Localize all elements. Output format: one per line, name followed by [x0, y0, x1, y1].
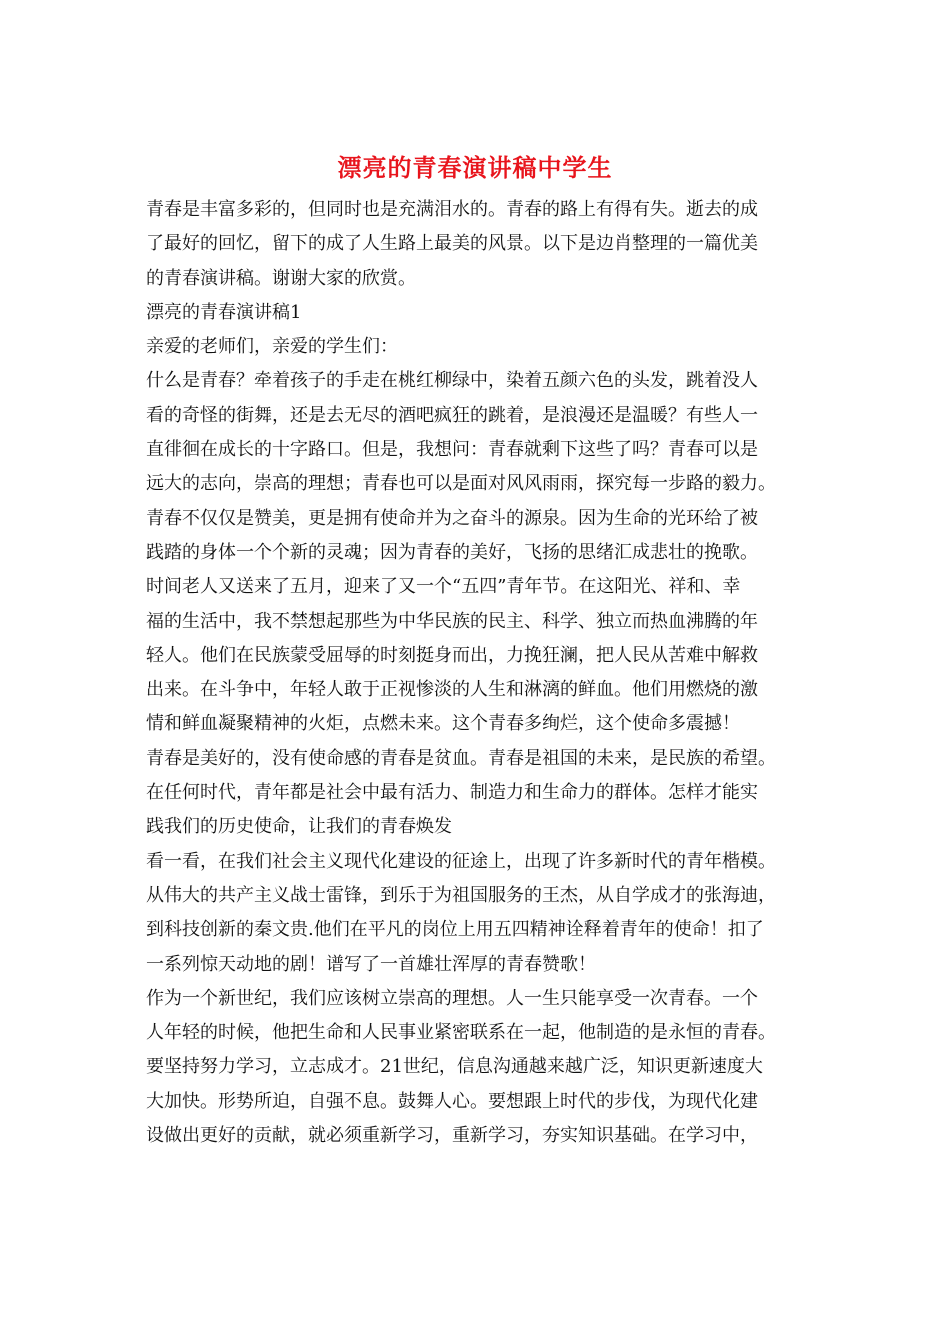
text-line: 出来。在斗争中，年轻人敢于正视惨淡的人生和淋漓的鲜血。他们用燃烧的激	[146, 679, 758, 701]
text-line: 青春不仅仅是赞美，更是拥有使命并为之奋斗的源泉。因为生命的光环给了被	[146, 507, 758, 529]
text-line: 大加快。形势所迫，自强不息。鼓舞人心。要想跟上时代的步伐，为现代化建	[146, 1090, 758, 1112]
text-line: 到科技创新的秦文贵.他们在平凡的岗位上用五四精神诠释着青年的使命！扣了	[146, 919, 764, 941]
document-title: 漂亮的青春演讲稿中学生	[337, 153, 613, 182]
text-line: 时间老人又送来了五月，迎来了又一个“五四”青年节。在这阳光、祥和、幸	[146, 576, 741, 598]
text-line: 看一看，在我们社会主义现代化建设的征途上，出现了许多新时代的青年楷模。	[146, 850, 776, 872]
text-line: 践我们的历史使命，让我们的青春焕发	[146, 816, 452, 838]
text-line: 青春是美好的，没有使命感的青春是贫血。青春是祖国的未来，是民族的希望。	[146, 747, 776, 769]
text-line: 要坚持努力学习，立志成才。21世纪，信息沟通越来越广泛，知识更新速度大	[146, 1056, 763, 1078]
text-line: 直徘徊在成长的十字路口。但是，我想问：青春就剩下这些了吗？青春可以是	[146, 439, 758, 461]
text-line: 亲爱的老师们，亲爱的学生们：	[146, 336, 398, 358]
text-line: 福的生活中，我不禁想起那些为中华民族的民主、科学、独立而热血沸腾的年	[146, 610, 758, 632]
text-line: 从伟大的共产主义战士雷锋，到乐于为祖国服务的王杰，从自学成才的张海迪，	[146, 884, 776, 906]
text-line: 一系列惊天动地的剧！谱写了一首雄壮浑厚的青春赞歌！	[146, 953, 596, 975]
text-line: 漂亮的青春演讲稿1	[146, 301, 302, 323]
document-body	[146, 193, 812, 1153]
text-line: 情和鲜血凝聚精神的火炬，点燃未来。这个青春多绚烂，这个使命多震撼！	[146, 713, 740, 735]
text-line: 设做出更好的贡献，就必须重新学习，重新学习，夯实知识基础。在学习中，	[146, 1125, 758, 1147]
text-line: 远大的志向，崇高的理想；青春也可以是面对风风雨雨，探究每一步路的毅力。	[146, 473, 776, 495]
text-line: 作为一个新世纪，我们应该树立崇高的理想。人一生只能享受一次青春。一个	[146, 987, 758, 1009]
text-line: 在任何时代，青年都是社会中最有活力、制造力和生命力的群体。怎样才能实	[146, 782, 758, 804]
text-line: 看的奇怪的街舞，还是去无尽的酒吧疯狂的跳着，是浪漫还是温暖？有些人一	[146, 404, 758, 426]
text-line: 践踏的身体一个个新的灵魂；因为青春的美好，飞扬的思绪汇成悲壮的挽歌。	[146, 541, 758, 563]
text-line: 轻人。他们在民族蒙受屈辱的时刻挺身而出，力挽狂澜，把人民从苦难中解救	[146, 644, 758, 666]
text-line: 的青春演讲稿。谢谢大家的欣赏。	[146, 267, 416, 289]
text-line: 人年轻的时候，他把生命和人民事业紧密联系在一起，他制造的是永恒的青春。	[146, 1022, 776, 1044]
text-line: 什么是青春？牵着孩子的手走在桃红柳绿中，染着五颜六色的头发，跳着没人	[146, 370, 758, 392]
text-line: 青春是丰富多彩的，但同时也是充满泪水的。青春的路上有得有失。逝去的成	[146, 199, 758, 220]
text-line: 了最好的回忆，留下的成了人生路上最美的风景。以下是边肖整理的一篇优美	[146, 233, 758, 255]
